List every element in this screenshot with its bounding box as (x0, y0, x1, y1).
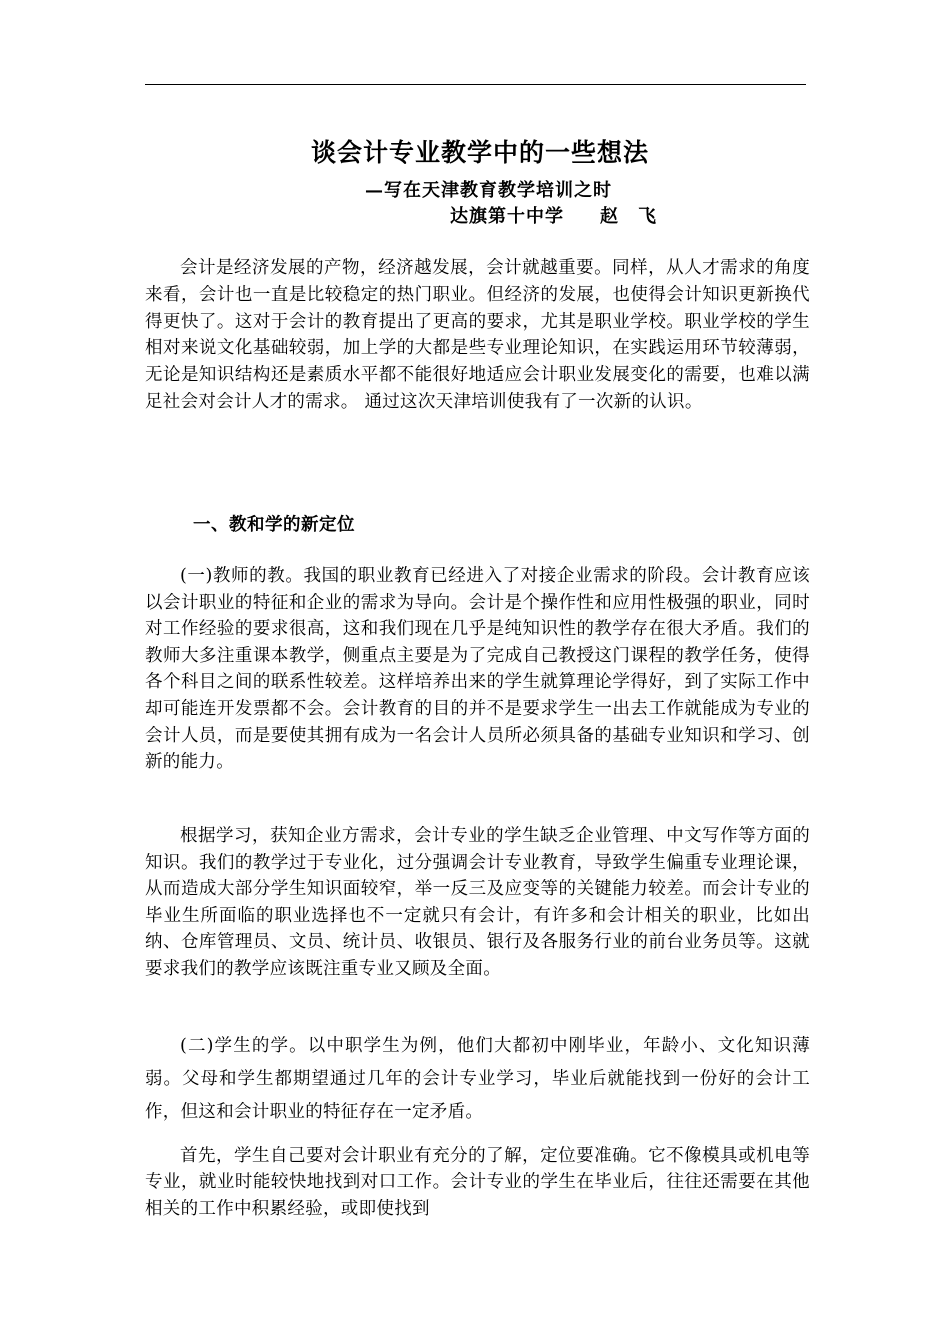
paragraph-first: 首先，学生自己要对会计职业有充分的了解，定位要准确。它不像模具或机电等专业，就业时能较快地找到对口工作。会计专业的学生在毕业后，往往还需要在其他相关的工作中积累经验，或即使找到 (145, 1146, 810, 1219)
school-name: 达旗第十中学 (450, 206, 564, 227)
paragraph-teacher: (一)教师的教。我国的职业教育已经进入了对接企业需求的阶段。会计教育应该以会计职业的特征和企业的需求为导向。会计是个操作性和应用性极强的职业，同时对工作经验的要求很高，这和我们现在几乎是纯知识性的教学存在很大矛盾。我们的教师大多注重课本教学，侧重点主要是为了完成自己教授这门课程的教学任务，使得各个科目之间的联系性较差。这样培养出来的学生就算理论学得好，到了实际工作中却可能连开发票都不会。会计教育的目的并不是要求学生一出去工作就能成为专业的会计人员，而是要使其拥有成为一名会计人员所必须具备的基础专业知识和学习、创新的能力。 (145, 566, 810, 773)
paragraph-intro: 会计是经济发展的产物，经济越发展，会计就越重要。同样，从人才需求的角度来看，会计也一直是比较稳定的热门职业。但经济的发展，也使得会计知识更新换代得更快了。这对于会计的教育提出了更高的要求，尤其是职业学校。职业学校的学生相对来说文化基础较弱，加上学的大都是些专业理论知识，在实践运用环节较薄弱，无论是知识结构还是素质水平都不能很好地适应会计职业发展变化的需要，也难以满足社会对会计人才的需求。 通过这次天津培训使我有了一次新的认识。 (145, 258, 810, 412)
header-rule (145, 84, 806, 85)
document-subtitle: —写在天津教育教学培训之时 (365, 180, 612, 201)
section-heading-1: 一、教和学的新定位 (193, 515, 355, 535)
paragraph-student: (二)学生的学。以中职学生为例，他们大都初中刚毕业，年龄小、文化知识薄弱。父母和学生都期望通过几年的会计专业学习，毕业后就能找到一份好的会计工作，但这和会计职业的特征存在一定矛盾。 (145, 1036, 810, 1122)
byline (450, 202, 657, 228)
paragraph-enterprise-needs: 根据学习，获知企业方需求，会计专业的学生缺乏企业管理、中文写作等方面的知识。我们的教学过于专业化，过分强调会计专业教育，导致学生偏重专业理论课，从而造成大部分学生知识面较窄，举一反三及应变等的关键能力较差。而会计专业的毕业生所面临的职业选择也不一定就只有会计，有许多和会计相关的职业，比如出纳、仓库管理员、文员、统计员、收银员、银行及各服务行业的前台业务员等。这就要求我们的教学应该既注重专业又顾及全面。 (145, 826, 810, 979)
author-name: 赵 飞 (600, 206, 657, 227)
document-title: 谈会计专业教学中的一些想法 (310, 138, 649, 167)
